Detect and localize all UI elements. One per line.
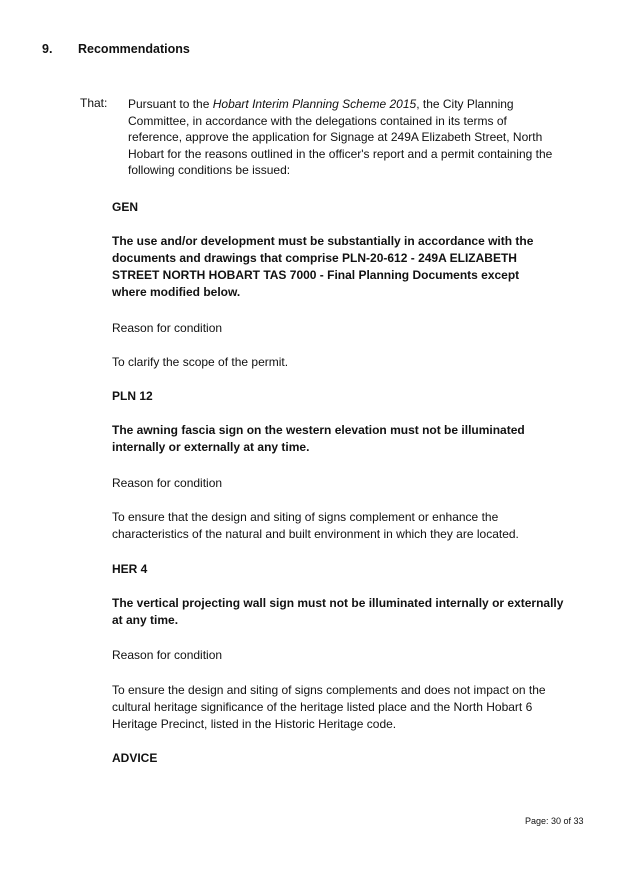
condition-line: The use and/or development must be substantially in accordance with the [112,234,534,248]
intro-line: reference, approve the application for Signage at 249A Elizabeth Street, North [128,130,543,144]
reason-label: Reason for condition [112,476,223,490]
condition-line: The awning fascia sign on the western elevation must not be illuminated [112,423,525,437]
condition-code: GEN [112,200,139,214]
that-label: That: [80,96,108,110]
reason-line: To ensure the design and siting of signs complements and does not impact on the [112,683,546,697]
reason-line: To ensure that the design and siting of signs complement or enhance the [112,510,499,524]
condition-line: The vertical projecting wall sign must not be illuminated internally or externally [112,596,564,610]
reason-text [112,682,587,733]
condition-line: where modified below. [112,285,241,299]
intro-line: Hobart for the reasons outlined in the officer's report and a permit containing the [128,146,553,161]
reason-text [112,509,587,543]
scheme-name: Hobart Interim Planning Scheme 2015 [212,97,417,111]
condition-text [112,595,587,629]
intro-line: Committee, in accordance with the delegations contained in its terms of [128,113,507,128]
condition-line: STREET NORTH HOBART TAS 7000 - Final Planning Documents except [112,268,520,282]
reason-text [112,354,587,371]
advice-heading: ADVICE [112,751,158,765]
condition-line: documents and drawings that comprise PLN-20-612 - 249A ELIZABETH [112,251,517,265]
intro-post: , the City Planning [416,97,514,111]
intro-line: following conditions be issued: [128,163,291,177]
intro-paragraph [128,96,578,179]
page-number: Page: 30 of 33 [525,816,584,826]
condition-line: at any time. [112,613,179,627]
reason-line: characteristics of the natural and built environment in which they are located. [112,527,519,541]
condition-text [112,422,587,456]
reason-label: Reason for condition [112,648,223,662]
condition-code: PLN 12 [112,389,153,403]
section-number: 9. [42,42,53,56]
reason-line: cultural heritage significance of the heritage listed place and the North Hobart 6 [112,700,533,714]
reason-line: Heritage Precinct, listed in the Historic Heritage code. [112,717,397,731]
intro-pre: Pursuant to the [128,97,213,111]
condition-text [112,233,587,301]
section-title: Recommendations [78,42,190,56]
reason-label: Reason for condition [112,321,223,335]
reason-line: To clarify the scope of the permit. [112,355,289,369]
condition-line: internally or externally at any time. [112,440,310,454]
condition-code: HER 4 [112,562,148,576]
